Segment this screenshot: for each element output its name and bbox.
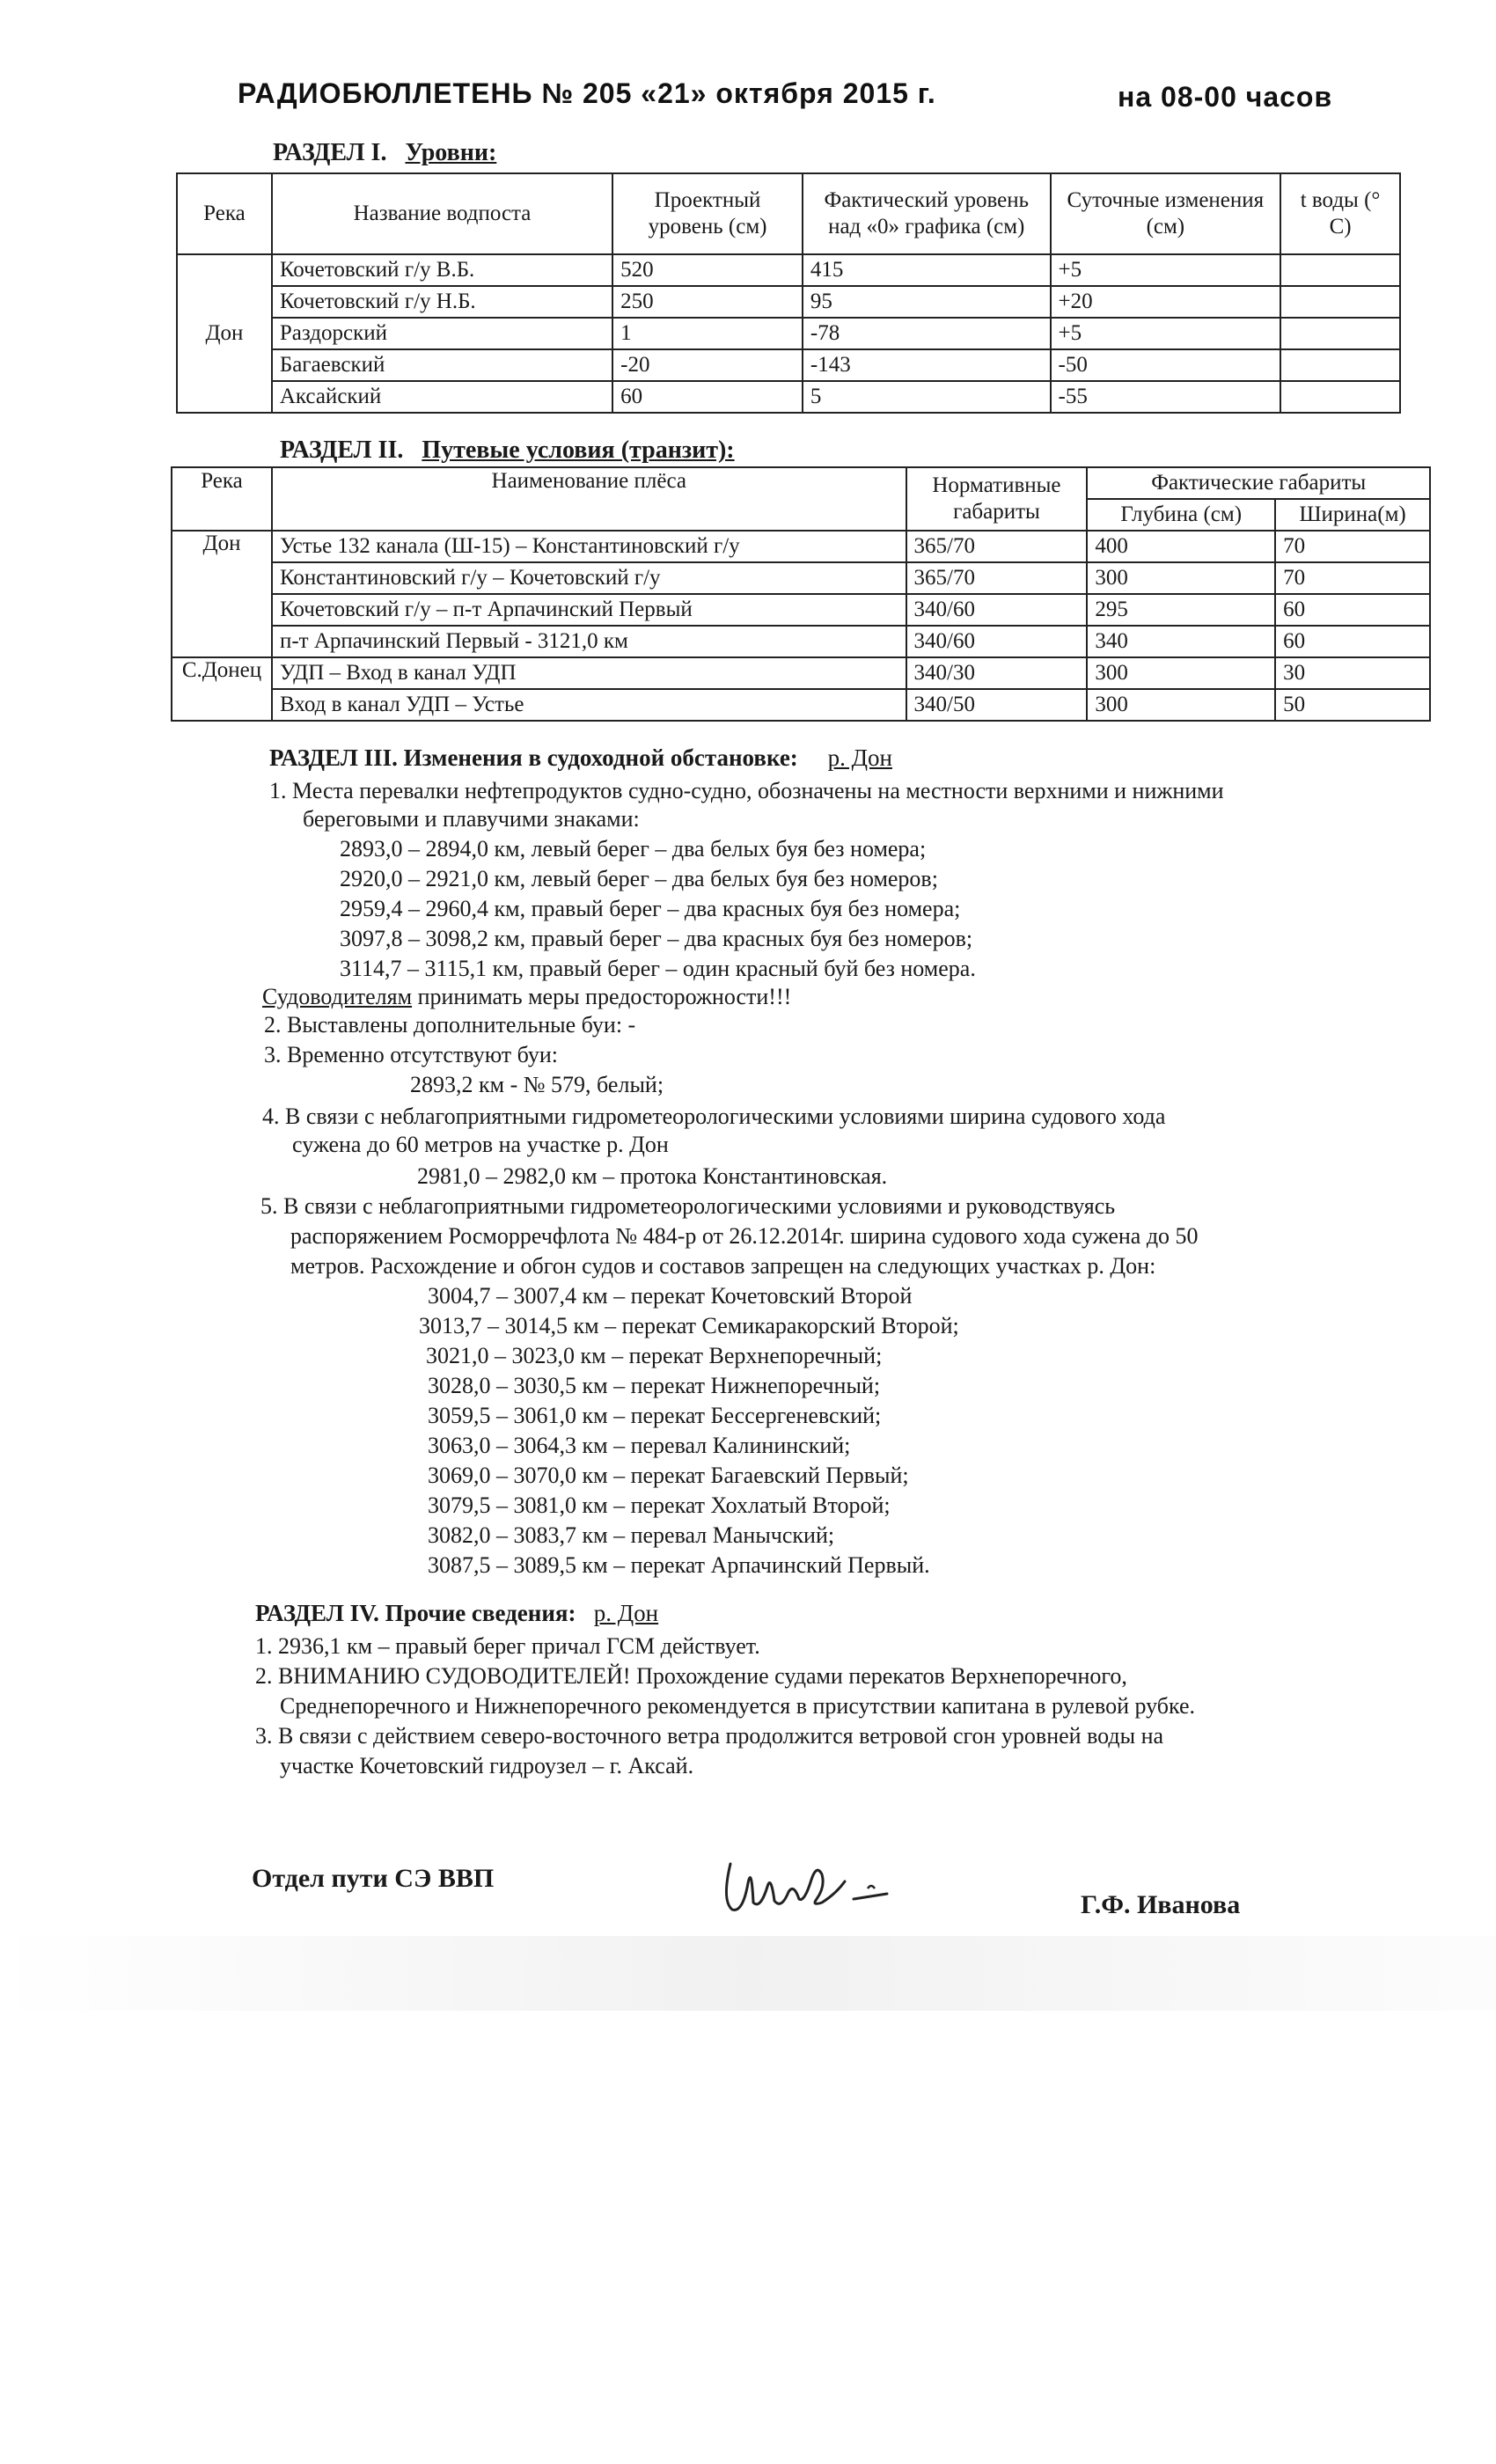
- s4-p1: 1. 2936,1 км – правый берег причал ГСМ действует.: [255, 1633, 760, 1659]
- transit-header-row-1: [172, 467, 1430, 499]
- s3-p5-item: 3069,0 – 3070,0 км – перекат Багаевский Первый;: [428, 1463, 909, 1488]
- s3-p4-line1: 4. В связи с неблагоприятными гидрометеорологическими условиями ширина судового хода: [262, 1104, 1166, 1129]
- change-cell: +5: [1051, 318, 1281, 349]
- design-cell: 520: [612, 254, 803, 286]
- col-water-temp: t воды (° С): [1280, 173, 1400, 254]
- table-row: [177, 318, 1400, 349]
- s3-p5-item: 3028,0 – 3030,5 км – перекат Нижнепоречный;: [428, 1373, 881, 1398]
- bulletin-title: РАДИОБЮЛЛЕТЕНЬ № 205 «21» октября 2015 г.: [238, 77, 936, 109]
- section2-title-main: Путевые условия (транзит):: [422, 436, 735, 464]
- s3-p5-item: 3079,5 – 3081,0 км – перекат Хохлатый Второй;: [428, 1492, 891, 1518]
- table-row: [177, 286, 1400, 318]
- design-cell: 250: [612, 286, 803, 318]
- post-cell: Багаевский: [272, 349, 612, 381]
- section3-river: р. Дон: [827, 744, 892, 771]
- s3-p5-line3: метров. Расхождение и обгон судов и составов запрещен на следующих участках р. Дон:: [290, 1253, 1156, 1279]
- section1-title: [273, 139, 496, 167]
- levels-table: [176, 172, 1401, 414]
- section4-title: [255, 1600, 658, 1627]
- temp-cell: [1280, 349, 1400, 381]
- reach-cell: Кочетовский г/у – п-т Арпачинский Первый: [272, 594, 906, 626]
- s3-p1-item: 2893,0 – 2894,0 км, левый берег – два белых буя без номера;: [340, 836, 927, 862]
- actual-cell: 5: [803, 381, 1051, 413]
- s3-p4-item: 2981,0 – 2982,0 км – протока Константиновская.: [417, 1163, 888, 1189]
- post-cell: Раздорский: [272, 318, 612, 349]
- river-cell: Дон: [172, 531, 272, 657]
- s4-p2-line1: 2. ВНИМАНИЮ СУДОВОДИТЕЛЕЙ! Прохождение судами перекатов Верхнепоречного,: [255, 1663, 1127, 1689]
- scan-artifact: [0, 1936, 1496, 2011]
- width-cell: 70: [1275, 531, 1430, 562]
- table-row: [172, 594, 1430, 626]
- width-cell: 60: [1275, 626, 1430, 657]
- s3-p5-item: 3013,7 – 3014,5 км – перекат Семикаракорский Второй;: [419, 1313, 959, 1338]
- col-design-level: Проектный уровень (см): [612, 173, 803, 254]
- reach-cell: Устье 132 канала (Ш-15) – Константиновский г/у: [272, 531, 906, 562]
- s3-p5-line2: распоряжением Росморречфлота № 484-р от 26.12.2014г. ширина судового хода сужена до 50: [290, 1223, 1199, 1249]
- table-row: [172, 626, 1430, 657]
- section4-title-text: РАЗДЕЛ IV. Прочие сведения:: [255, 1600, 576, 1626]
- col-norm-dims: Нормативные габариты: [906, 467, 1088, 531]
- s3-p5-item: 3082,0 – 3083,7 км – перевал Манычский;: [428, 1522, 835, 1548]
- depth-cell: 300: [1087, 562, 1275, 594]
- signature-image: [713, 1848, 906, 1927]
- s3-p5-item: 3021,0 – 3023,0 км – перекат Верхнепоречный;: [426, 1343, 883, 1368]
- norm-cell: 340/50: [906, 689, 1088, 721]
- norm-cell: 365/70: [906, 531, 1088, 562]
- s3-p1-item: 3114,7 – 3115,1 км, правый берег – один красный буй без номера.: [340, 956, 976, 981]
- s3-p1-line1: 1. Места перевалки нефтепродуктов судно-судно, обозначены на местности верхними и нижними: [269, 778, 1224, 803]
- col-actual-dims: Фактические габариты: [1087, 467, 1430, 499]
- signer-name: Г.Ф. Иванова: [1081, 1890, 1241, 1919]
- section2-title: [280, 436, 735, 465]
- actual-cell: -78: [803, 318, 1051, 349]
- table-row: [172, 562, 1430, 594]
- table-row: [177, 349, 1400, 381]
- change-cell: -55: [1051, 381, 1281, 413]
- col-river: Река: [177, 173, 272, 254]
- col-width: Ширина(м): [1275, 499, 1430, 531]
- s4-p3-line2: участке Кочетовский гидроузел – г. Аксай.: [280, 1753, 694, 1778]
- table-row: [172, 531, 1430, 562]
- s3-p1-line2: береговыми и плавучими знаками:: [303, 806, 640, 832]
- width-cell: 60: [1275, 594, 1430, 626]
- s4-p3-line1: 3. В связи с действием северо-восточного ветра продолжится ветровой сгон уровней воды на: [255, 1723, 1164, 1749]
- actual-cell: 415: [803, 254, 1051, 286]
- depth-cell: 295: [1087, 594, 1275, 626]
- depth-cell: 400: [1087, 531, 1275, 562]
- reach-cell: Вход в канал УДП – Устье: [272, 689, 906, 721]
- col-depth: Глубина (см): [1087, 499, 1275, 531]
- depth-cell: 300: [1087, 689, 1275, 721]
- river-cell: С.Донец: [172, 657, 272, 721]
- col-river: Река: [172, 467, 272, 531]
- width-cell: 70: [1275, 562, 1430, 594]
- norm-cell: 340/60: [906, 626, 1088, 657]
- s3-p5-item: 3059,5 – 3061,0 км – перекат Бессергеневский;: [428, 1403, 882, 1428]
- s3-p1-item: 2920,0 – 2921,0 км, левый берег – два белых буя без номеров;: [340, 866, 938, 891]
- section4-river: р. Дон: [593, 1600, 659, 1626]
- col-reach: Наименование плёса: [272, 467, 906, 531]
- design-cell: 60: [612, 381, 803, 413]
- norm-cell: 365/70: [906, 562, 1088, 594]
- table-row: [177, 254, 1400, 286]
- s3-p5-item: 3063,0 – 3064,3 км – перевал Калининский;: [428, 1433, 851, 1458]
- department-name: Отдел пути СЭ ВВП: [252, 1864, 495, 1893]
- bulletin-time: на 08-00 часов: [1118, 81, 1333, 113]
- depth-cell: 340: [1087, 626, 1275, 657]
- design-cell: -20: [612, 349, 803, 381]
- s3-p5-line1: 5. В связи с неблагоприятными гидрометеорологическими условиями и руководствуясь: [260, 1193, 1116, 1219]
- s3-warning-underlined: Судоводителям: [262, 984, 413, 1009]
- s3-warning: [262, 984, 791, 1010]
- norm-cell: 340/30: [906, 657, 1088, 689]
- post-cell: Аксайский: [272, 381, 612, 413]
- section2-title-prefix: РАЗДЕЛ II.: [280, 436, 404, 464]
- reach-cell: п-т Арпачинский Первый - 3121,0 км: [272, 626, 906, 657]
- change-cell: +5: [1051, 254, 1281, 286]
- norm-cell: 340/60: [906, 594, 1088, 626]
- change-cell: +20: [1051, 286, 1281, 318]
- change-cell: -50: [1051, 349, 1281, 381]
- s3-p3: 3. Временно отсутствуют буи:: [264, 1042, 559, 1067]
- section1-title-prefix: РАЗДЕЛ I.: [273, 139, 387, 166]
- s3-p5-item: 3087,5 – 3089,5 км – перекат Арпачинский Первый.: [428, 1552, 930, 1578]
- river-cell: Дон: [177, 254, 272, 413]
- depth-cell: 300: [1087, 657, 1275, 689]
- col-post: Название водпоста: [272, 173, 612, 254]
- s3-p1-item: 2959,4 – 2960,4 км, правый берег – два красных буя без номера;: [340, 896, 961, 921]
- width-cell: 50: [1275, 689, 1430, 721]
- s3-p3-item: 2893,2 км - № 579, белый;: [410, 1072, 664, 1097]
- temp-cell: [1280, 254, 1400, 286]
- s3-p4-line2: сужена до 60 метров на участке р. Дон: [292, 1132, 669, 1157]
- s4-p2-line2: Среднепоречного и Нижнепоречного рекомендуется в присутствии капитана в рулевой рубке.: [280, 1693, 1196, 1719]
- section1-title-main: Уровни:: [405, 139, 497, 166]
- reach-cell: Константиновский г/у – Кочетовский г/у: [272, 562, 906, 594]
- levels-header-row: [177, 173, 1400, 254]
- reach-cell: УДП – Вход в канал УДП: [272, 657, 906, 689]
- table-row: [172, 689, 1430, 721]
- temp-cell: [1280, 381, 1400, 413]
- section3-title-text: РАЗДЕЛ III. Изменения в судоходной обстановке:: [269, 744, 798, 771]
- s3-p2: 2. Выставлены дополнительные буи: -: [264, 1012, 636, 1038]
- transit-table: [171, 466, 1431, 722]
- actual-cell: 95: [803, 286, 1051, 318]
- section3-title: [269, 744, 892, 772]
- temp-cell: [1280, 286, 1400, 318]
- col-daily-change: Суточные изменения (см): [1051, 173, 1281, 254]
- table-row: [177, 381, 1400, 413]
- width-cell: 30: [1275, 657, 1430, 689]
- actual-cell: -143: [803, 349, 1051, 381]
- temp-cell: [1280, 318, 1400, 349]
- table-row: [172, 657, 1430, 689]
- s3-p5-item: 3004,7 – 3007,4 км – перекат Кочетовский Второй: [428, 1283, 913, 1309]
- design-cell: 1: [612, 318, 803, 349]
- post-cell: Кочетовский г/у В.Б.: [272, 254, 612, 286]
- post-cell: Кочетовский г/у Н.Б.: [272, 286, 612, 318]
- s3-p1-item: 3097,8 – 3098,2 км, правый берег – два красных буя без номеров;: [340, 926, 973, 951]
- col-actual-level: Фактический уровень над «0» графика (см): [803, 173, 1051, 254]
- s3-warning-rest: принимать меры предосторожности!!!: [412, 984, 792, 1009]
